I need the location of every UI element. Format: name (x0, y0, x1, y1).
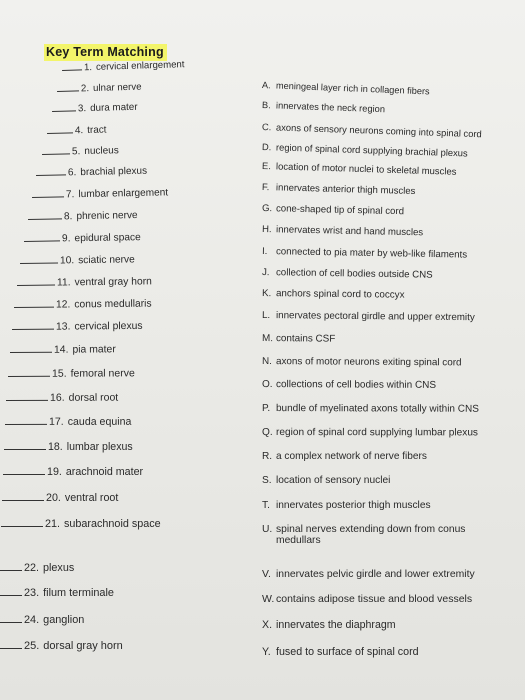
definition-item (262, 475, 390, 486)
definition-text: fused to surface of spinal cord (276, 646, 419, 658)
term-item (24, 232, 141, 245)
term-number: 5. (71, 146, 81, 158)
definition-text: bundle of myelinated axons totally within CNS (275, 403, 479, 415)
definition-text: innervates the diaphragm (276, 619, 396, 631)
definition-letter: S. (262, 475, 272, 486)
definition-text: contains adipose tissue and blood vessels (276, 593, 473, 605)
definition-letter: D. (261, 141, 272, 153)
definition-text: spinal nerves extending down from conus medullars (276, 524, 466, 546)
definition-item (262, 333, 335, 345)
term-item (42, 145, 119, 158)
term-item (14, 299, 152, 311)
definition-letter: A. (261, 80, 271, 91)
answer-blank[interactable] (10, 351, 52, 353)
definition-text: meningeal layer rich in collagen fibers (275, 80, 430, 97)
term-label: dorsal gray horn (43, 640, 123, 652)
definition-letter: V. (262, 569, 271, 580)
definition-letter: U. (262, 524, 273, 535)
answer-blank[interactable] (14, 306, 54, 308)
term-item (0, 562, 74, 574)
term-item (5, 416, 131, 428)
definition-item (262, 379, 436, 391)
term-label: nucleus (84, 145, 119, 158)
term-label: lumbar plexus (66, 441, 133, 453)
term-label: ganglion (43, 614, 85, 626)
term-number: 24. (24, 614, 40, 626)
answer-blank[interactable] (3, 473, 45, 475)
answer-blank[interactable] (28, 217, 62, 220)
definition-item (262, 182, 416, 197)
definition-text: a complex network of nerve fibers (276, 451, 427, 462)
definition-item (262, 80, 430, 97)
term-number: 15. (51, 367, 67, 380)
term-item (12, 321, 143, 333)
answer-blank[interactable] (20, 261, 58, 264)
definition-letter: E. (261, 161, 272, 173)
definition-letter: G. (261, 203, 273, 215)
term-number: 17. (48, 415, 64, 428)
term-label: ventral root (64, 492, 119, 504)
definition-letter: F. (261, 182, 270, 194)
definition-item (262, 451, 427, 462)
term-number: 10. (59, 255, 75, 267)
definition-text: location of motor nuclei to skeletal muscles (275, 161, 457, 178)
answer-blank[interactable] (57, 89, 79, 92)
definition-text: cone-shaped tip of spinal cord (275, 203, 405, 218)
term-label: plexus (43, 562, 75, 574)
term-number: 12. (55, 299, 71, 311)
term-label: ulnar nerve (92, 81, 142, 94)
term-item (0, 640, 123, 652)
term-number: 2. (80, 83, 90, 95)
definition-letter: X. (262, 619, 273, 631)
answer-blank[interactable] (6, 399, 48, 401)
term-number: 1. (83, 62, 93, 74)
term-item (2, 492, 118, 504)
definition-text: innervates anterior thigh muscles (275, 182, 416, 198)
definition-text: innervates pectoral girdle and upper extremity (275, 310, 475, 324)
definition-letter: H. (261, 224, 272, 236)
definition-text: anchors spinal cord to coccyx (275, 288, 405, 301)
term-number: 8. (63, 211, 73, 223)
answer-blank[interactable] (62, 68, 82, 71)
term-item (47, 125, 107, 137)
definition-text: axons of sensory neurons coming into spinal cord (275, 121, 482, 140)
answer-blank[interactable] (12, 328, 54, 330)
term-label: tract (87, 124, 107, 137)
answer-blank[interactable] (24, 239, 60, 242)
term-label: cervical enlargement (95, 59, 185, 73)
term-label: filum terminale (43, 587, 114, 599)
definition-item (262, 647, 419, 658)
term-item (0, 587, 114, 599)
definition-letter: K. (261, 288, 272, 300)
term-item (3, 466, 143, 478)
definition-letter: C. (261, 121, 272, 133)
definition-item (262, 569, 475, 580)
definition-item (262, 620, 396, 631)
definition-item (262, 427, 478, 438)
term-item (10, 344, 116, 356)
definition-letter: P. (261, 403, 271, 415)
definition-text: region of spinal cord supplying brachial plexus (275, 141, 468, 159)
answer-blank[interactable] (32, 195, 64, 198)
definition-text: collections of cell bodies within CNS (275, 379, 437, 391)
term-number: 4. (74, 125, 84, 137)
worksheet-title: Key Term Matching (44, 44, 167, 61)
answer-blank[interactable] (8, 375, 50, 377)
term-number: 11. (56, 277, 71, 289)
answer-blank[interactable] (42, 152, 70, 155)
definition-item (262, 267, 433, 281)
definition-letter: N. (261, 356, 272, 368)
definition-text: innervates pelvic girdle and lower extremity (276, 569, 475, 580)
definition-text: innervates the neck region (275, 100, 386, 115)
definition-item (262, 403, 479, 415)
term-label: sciatic nerve (78, 254, 135, 267)
term-item (57, 82, 142, 95)
term-number: 23. (24, 587, 40, 599)
definition-text: connected to pia mater by web-like filaments (275, 246, 468, 261)
answer-blank[interactable] (0, 594, 22, 596)
term-number: 14. (53, 344, 69, 356)
definition-text: innervates wrist and hand muscles (275, 224, 424, 239)
definition-item (262, 310, 475, 323)
term-item (4, 441, 133, 453)
term-label: subarachnoid space (64, 518, 161, 530)
answer-blank[interactable] (36, 173, 66, 176)
answer-blank[interactable] (0, 569, 22, 571)
term-label: epidural space (74, 232, 141, 245)
answer-blank[interactable] (52, 109, 76, 112)
term-number: 20. (46, 492, 61, 504)
term-number: 3. (77, 103, 87, 115)
term-label: conus medullaris (74, 298, 152, 311)
term-label: femoral nerve (70, 367, 135, 380)
definition-item (262, 161, 457, 178)
term-label: ventral gray horn (74, 276, 152, 289)
term-number: 21. (45, 518, 61, 530)
term-item (6, 392, 118, 404)
term-label: lumbar enlargement (78, 187, 169, 201)
definition-text: axons of motor neurons exiting spinal cord (275, 356, 462, 369)
term-item (1, 518, 161, 530)
definition-text: region of spinal cord supplying lumbar plexus (275, 427, 479, 439)
answer-blank[interactable] (17, 284, 55, 286)
term-item (52, 102, 138, 115)
term-number: 9. (61, 233, 71, 245)
definition-letter: Q. (261, 427, 273, 439)
term-item (32, 187, 168, 201)
definition-text: collection of cell bodies outside CNS (275, 267, 433, 281)
term-label: brachial plexus (80, 165, 148, 179)
definition-text: innervates posterior thigh muscles (276, 500, 431, 511)
term-label: cauda equina (67, 415, 132, 428)
definition-text: contains CSF (275, 333, 336, 345)
term-label: dorsal root (68, 391, 119, 404)
definition-item (262, 246, 467, 261)
term-number: 13. (55, 321, 71, 333)
term-number: 19. (47, 466, 62, 478)
answer-blank[interactable] (1, 525, 43, 527)
definition-letter: W. (262, 593, 275, 605)
definition-letter: I. (261, 246, 268, 258)
definition-letter: L. (261, 310, 271, 322)
definition-letter: B. (261, 100, 271, 111)
term-item (8, 367, 135, 380)
answer-blank[interactable] (2, 499, 44, 501)
definition-letter: T. (262, 500, 270, 511)
term-item (36, 166, 147, 179)
term-number: 25. (24, 640, 40, 652)
term-number: 16. (49, 391, 65, 404)
answer-blank[interactable] (47, 131, 73, 134)
definition-item (262, 224, 423, 238)
term-item (62, 59, 185, 74)
definition-letter: J. (261, 267, 270, 279)
definition-item (262, 288, 405, 301)
answer-blank[interactable] (4, 448, 46, 450)
definition-item (262, 100, 385, 115)
term-number: 22. (24, 562, 40, 574)
answer-blank[interactable] (5, 423, 47, 425)
term-number: 7. (65, 189, 75, 201)
definition-item (262, 500, 431, 511)
definition-letter: M. (261, 333, 274, 345)
definition-item (262, 594, 472, 605)
term-label: cervical plexus (74, 320, 143, 333)
term-item (0, 614, 84, 626)
term-label: arachnoid mater (65, 466, 144, 478)
definition-item (262, 524, 487, 546)
answer-blank[interactable] (0, 647, 22, 649)
definition-letter: R. (262, 451, 273, 462)
term-item (20, 254, 135, 267)
definition-letter: O. (261, 379, 273, 391)
term-item (28, 210, 138, 223)
definition-item (262, 121, 482, 139)
term-label: dura mater (90, 101, 138, 114)
term-number: 18. (48, 441, 63, 453)
answer-blank[interactable] (0, 621, 22, 623)
definition-item (262, 203, 404, 217)
definition-text: location of sensory nuclei (276, 475, 391, 486)
definition-item (262, 141, 468, 158)
definition-item (262, 356, 462, 368)
term-number: 6. (67, 167, 77, 179)
definition-letter: Y. (262, 646, 271, 658)
term-label: pia mater (72, 344, 116, 356)
term-label: phrenic nerve (76, 210, 138, 223)
term-item (17, 276, 152, 289)
